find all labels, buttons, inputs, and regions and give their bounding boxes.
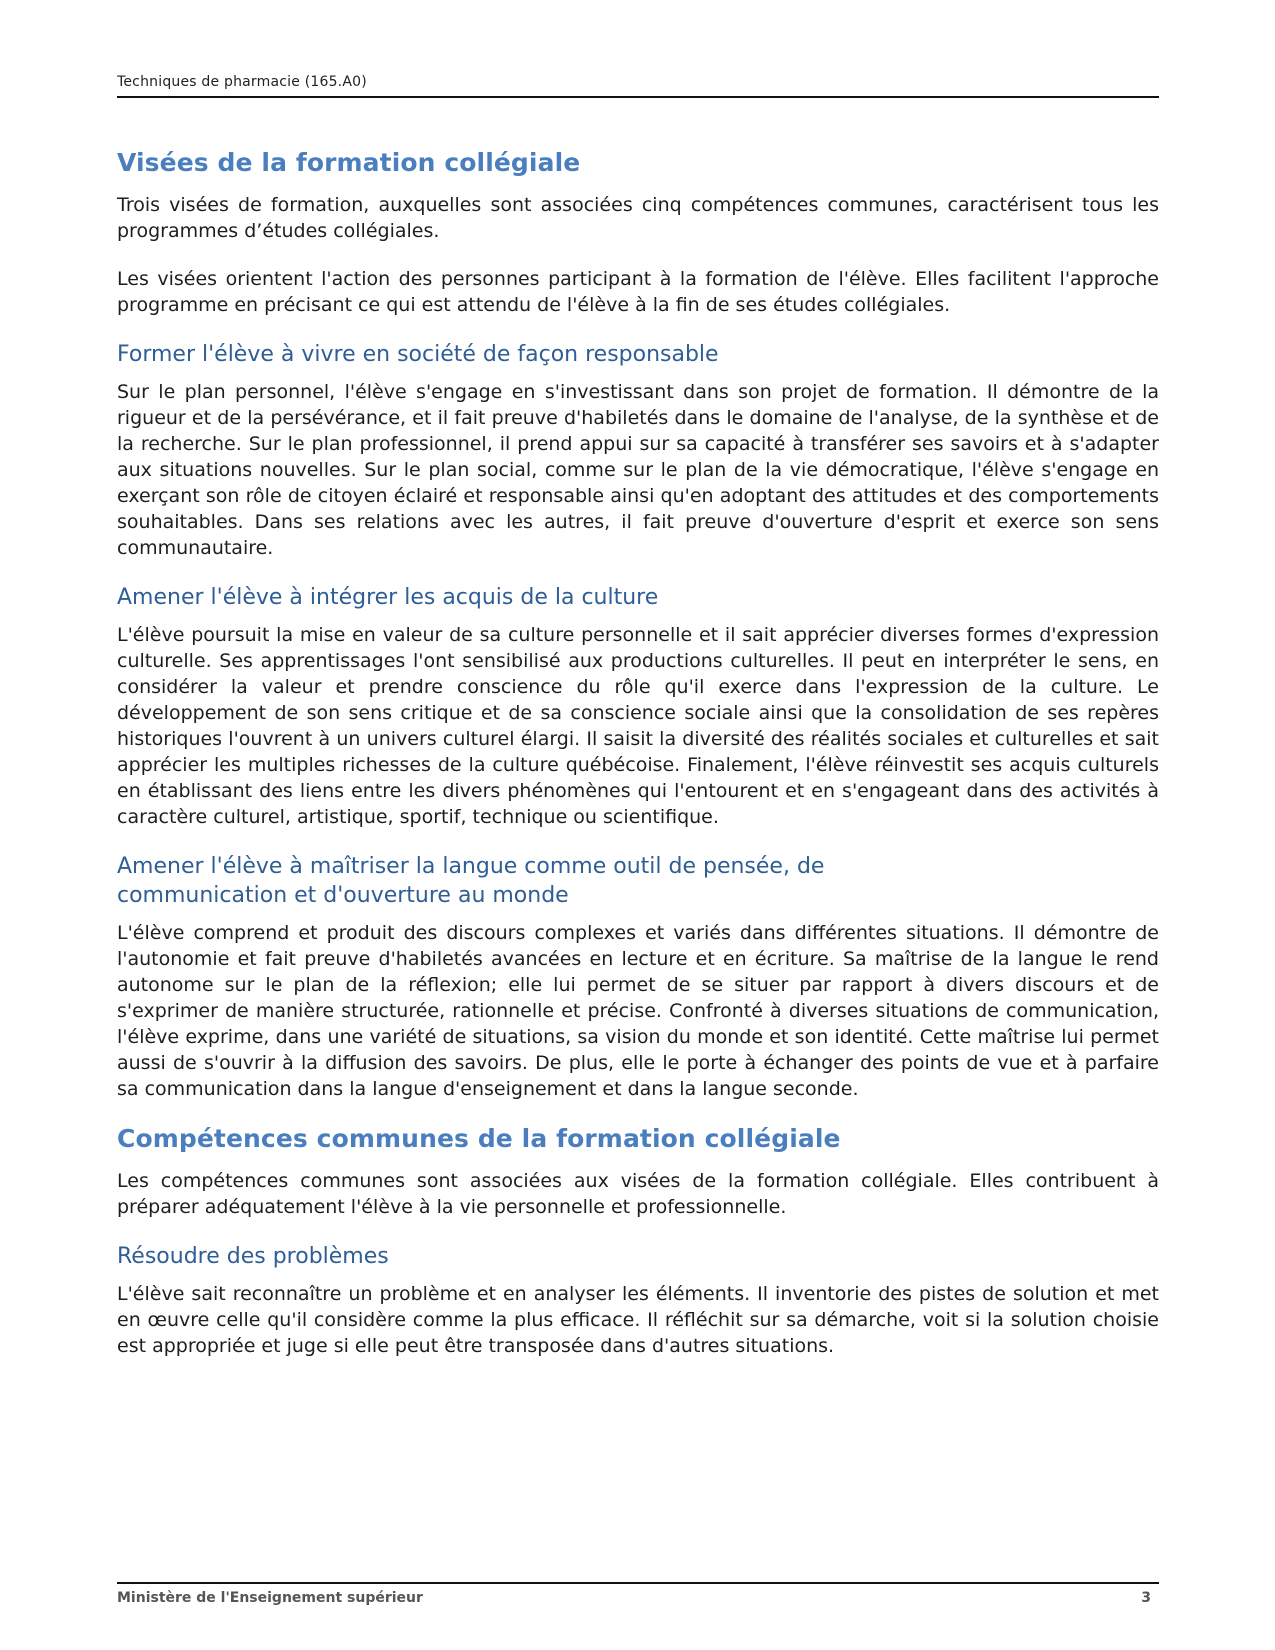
subsection-title-langue: Amener l'élève à maîtriser la langue comme outil de pensée, de communication et d'ouverture au monde	[117, 854, 825, 908]
document-page	[117, 0, 1159, 1650]
footer-publisher: Ministère de l'Enseignement supérieur	[117, 1590, 423, 1606]
section-title-visees: Visées de la formation collégiale	[117, 148, 581, 177]
footer-rule	[117, 1582, 1159, 1584]
subsection-title-resoudre: Résoudre des problèmes	[117, 1244, 389, 1269]
header-rule	[117, 96, 1159, 98]
paragraph-visees-intro: Trois visées de formation, auxquelles sont associées cinq compétences communes, caractérisent tous les programmes d’études collégiales.	[117, 194, 1159, 242]
page-content	[117, 148, 1159, 1381]
paragraph-resoudre: L'élève sait reconnaître un problème et en analyser les éléments. Il inventorie des pistes de solution et met en œuvre celle qu'il considère comme la plus efficace. Il réfléchit sur sa démarche, voit si la solution choisie est appropriée et juge si elle peut être transposée dans d'autres situations.	[117, 1283, 1159, 1357]
paragraph-culture: L'élève poursuit la mise en valeur de sa culture personnelle et il sait apprécier diverses formes d'expression culturelle. Ses apprentissages l'ont sensibilisé aux productions culturelles. Il peut en interpréter le sens, en considérer la valeur et prendre conscience du rôle qu'il exerce dans l'expression de la culture. Le développement de son sens critique et de sa conscience sociale ainsi que la consolidation de ses repères historiques l'ouvrent à un univers culturel élargi. Il saisit la diversité des réalités sociales et culturelles et sait apprécier les multiples richesses de la culture québécoise. Finalement, l'élève réinvestit ses acquis culturels en établissant des liens entre les divers phénomènes qui l'entourent et en s'engageant dans des activités à caractère culturel, artistique, sportif, technique ou scientifique.	[117, 624, 1159, 828]
paragraph-langue: L'élève comprend et produit des discours complexes et variés dans différentes situations. Il démontre de l'autonomie et fait preuve d'habiletés avancées en lecture et en écriture. Sa maîtrise de la langue le rend autonome sur le plan de la réflexion; elle lui permet de se situer par rapport à divers discours et de s'exprimer de manière structurée, rationnelle et précise. Confronté à diverses situations de communication, l'élève exprime, dans une variété de situations, sa vision du monde et son identité. Cette maîtrise lui permet aussi de s'ouvrir à la diffusion des savoirs. De plus, elle le porte à échanger des points de vue et à parfaire sa communication dans la langue d'enseignement et dans la langue seconde.	[117, 922, 1159, 1100]
running-header: Techniques de pharmacie (165.A0)	[117, 74, 367, 90]
footer-page-number: 3	[1141, 1590, 1151, 1606]
paragraph-competences: Les compétences communes sont associées aux visées de la formation collégiale. Elles contribuent à préparer adéquatement l'élève à la vie personnelle et professionnelle.	[117, 1170, 1159, 1218]
subsection-title-culture: Amener l'élève à intégrer les acquis de la culture	[117, 585, 659, 610]
subsection-title-former: Former l'élève à vivre en société de façon responsable	[117, 342, 719, 367]
paragraph-visees-orientent: Les visées orientent l'action des personnes participant à la formation de l'élève. Elles facilitent l'approche programme en précisant ce qui est attendu de l'élève à la fin de ses études collégiales.	[117, 268, 1159, 316]
section-title-competences: Compétences communes de la formation collégiale	[117, 1124, 841, 1153]
paragraph-former: Sur le plan personnel, l'élève s'engage en s'investissant dans son projet de formation. Il démontre de la rigueur et de la persévérance, et il fait preuve d'habiletés dans le domaine de l'analyse, de la synthèse et de la recherche. Sur le plan professionnel, il prend appui sur sa capacité à transférer ses savoirs et à s'adapter aux situations nouvelles. Sur le plan social, comme sur le plan de la vie démocratique, l'élève s'engage en exerçant son rôle de citoyen éclairé et responsable ainsi qu'en adoptant des attitudes et des comportements souhaitables. Dans ses relations avec les autres, il fait preuve d'ouverture d'esprit et exerce son sens communautaire.	[117, 381, 1159, 559]
